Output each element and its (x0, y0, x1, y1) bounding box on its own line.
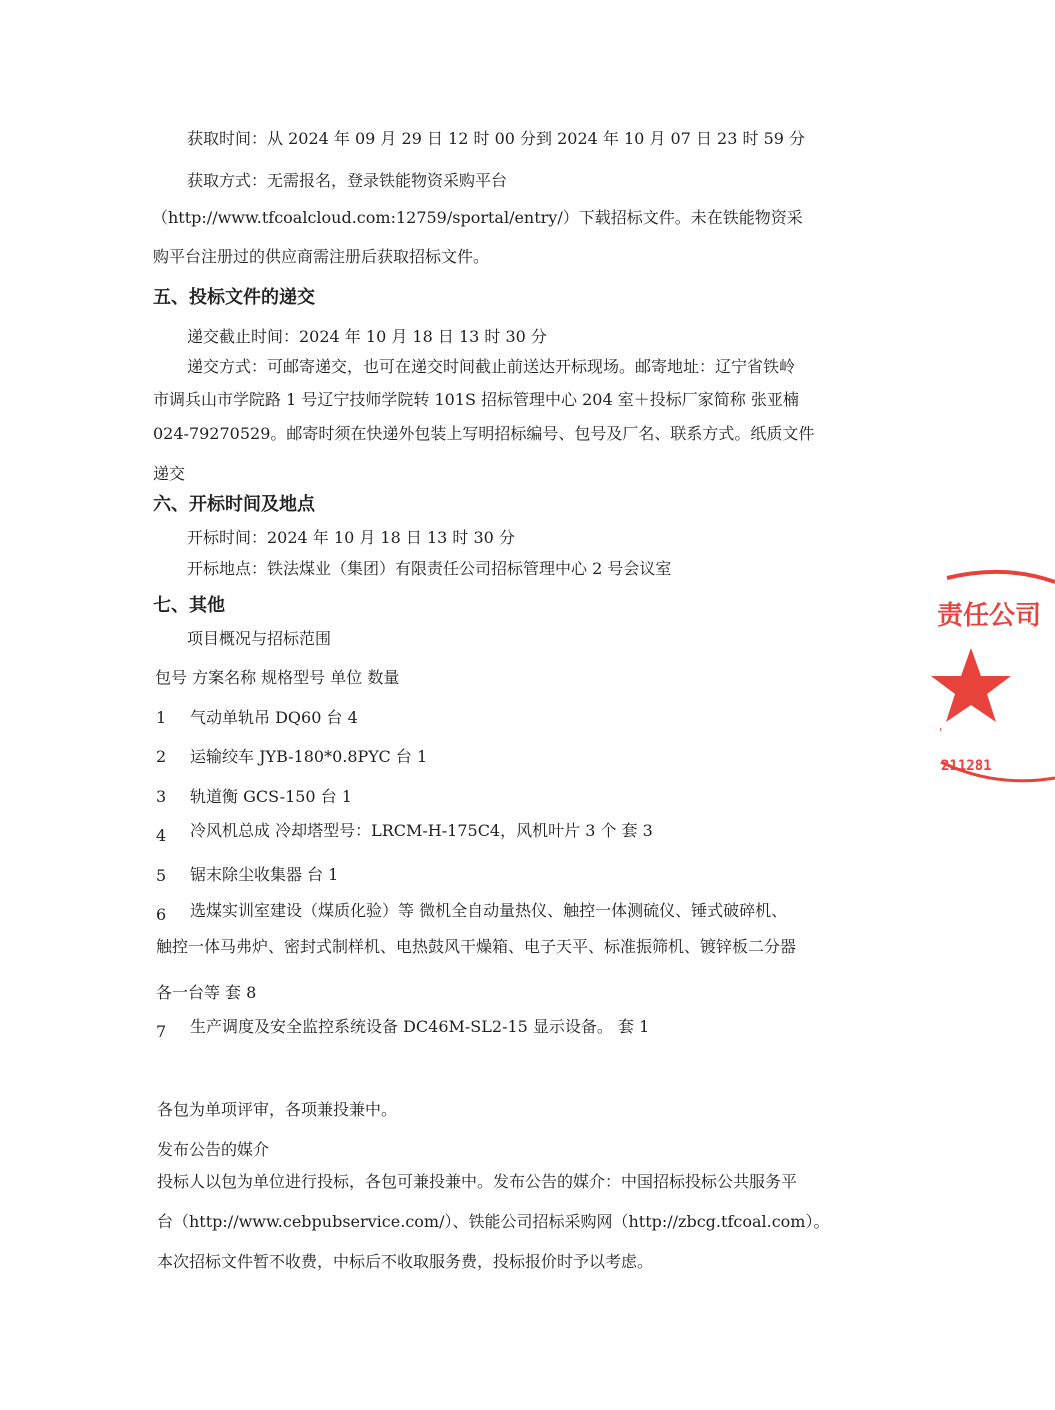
package-row-text: 气动单轨吊 DQ60 台 4 (190, 708, 358, 727)
package-row-number: 6 (156, 905, 167, 924)
project-overview-label: 项目概况与招标范围 (187, 629, 332, 648)
media-heading: 发布公告的媒介 (157, 1140, 270, 1159)
package-row-continuation: 各一台等 套 8 (156, 983, 257, 1002)
company-seal (935, 572, 1055, 794)
package-row-number: 1 (156, 708, 167, 727)
submit-way-line4: 递交 (153, 464, 186, 483)
seal-mark: ' (939, 726, 943, 739)
acquire-method-line3: 购平台注册过的供应商需注册后获取招标文件。 (153, 247, 490, 266)
package-row-text: 冷风机总成 冷却塔型号：LRCM-H-175C4，风机叶片 3 个 套 3 (190, 821, 653, 840)
seal-text: 责任公司 (937, 601, 1042, 631)
package-row-text: 锯末除尘收集器 台 1 (190, 865, 339, 884)
seal-code: 211281 (941, 758, 992, 774)
acquire-method-line2: （http://www.tfcoalcloud.com:12759/sportal/entry/）下载招标文件。未在铁能物资采 (152, 208, 803, 227)
opening-place: 开标地点：铁法煤业（集团）有限责任公司招标管理中心 2 号会议室 (187, 559, 672, 578)
package-row-text: 选煤实训室建设（煤质化验）等 微机全自动量热仪、触控一体测硫仪、锤式破碎机、 (190, 901, 788, 920)
package-row-continuation: 触控一体马弗炉、密封式制样机、电热鼓风干燥箱、电子天平、标准振筛机、镀锌板二分器 (156, 937, 797, 956)
submit-way-line2: 市调兵山市学院路 1 号辽宁技师学院转 101S 招标管理中心 204 室＋投标厂家简称 张亚楠 (153, 390, 799, 409)
package-row-text: 运输绞车 JYB-180*0.8PYC 台 1 (190, 747, 428, 766)
evaluation-note: 各包为单项评审，各项兼投兼中。 (157, 1100, 398, 1119)
section6-heading: 六、开标时间及地点 (153, 494, 315, 515)
package-row-number: 5 (156, 866, 167, 885)
package-row-number: 3 (156, 787, 167, 806)
fee-note: 本次招标文件暂不收费，中标后不收取服务费，投标报价时予以考虑。 (157, 1252, 654, 1271)
seal-star (931, 648, 1011, 722)
submit-way-line1: 递交方式：可邮寄递交，也可在递交时间截止前送达开标现场。邮寄地址：辽宁省铁岭 (187, 357, 796, 376)
submit-deadline: 递交截止时间：2024 年 10 月 18 日 13 时 30 分 (187, 327, 547, 346)
section5-heading: 五、投标文件的递交 (153, 287, 315, 308)
package-row-text: 生产调度及安全监控系统设备 DC46M-SL2-15 显示设备。 套 1 (190, 1017, 650, 1036)
opening-time: 开标时间：2024 年 10 月 18 日 13 时 30 分 (187, 528, 515, 547)
package-row-number: 7 (156, 1022, 167, 1041)
package-row-text: 轨道衡 GCS-150 台 1 (190, 787, 352, 806)
package-row-number: 4 (156, 826, 167, 845)
seal-graphic (935, 572, 1055, 794)
submit-way-line3: 024-79270529。邮寄时须在快递外包装上写明招标编号、包号及厂名、联系方式。纸质文件 (153, 424, 815, 443)
acquire-time: 获取时间：从 2024 年 09 月 29 日 12 时 00 分到 2024 年 10 月 07 日 23 时 59 分 (187, 129, 806, 148)
section7-heading: 七、其他 (153, 595, 225, 616)
package-table-header: 包号 方案名称 规格型号 单位 数量 (155, 668, 400, 687)
media-line2: 台（http://www.cebpubservice.com/）、铁能公司招标采购网（http://zbcg.tfcoal.com）。 (157, 1212, 830, 1231)
seal-ring-top (947, 572, 1055, 582)
package-row-number: 2 (156, 747, 167, 766)
acquire-method-line1: 获取方式：无需报名，登录铁能物资采购平台 (187, 171, 508, 190)
media-line1: 投标人以包为单位进行投标，各包可兼投兼中。发布公告的媒介：中国招标投标公共服务平 (157, 1172, 798, 1191)
